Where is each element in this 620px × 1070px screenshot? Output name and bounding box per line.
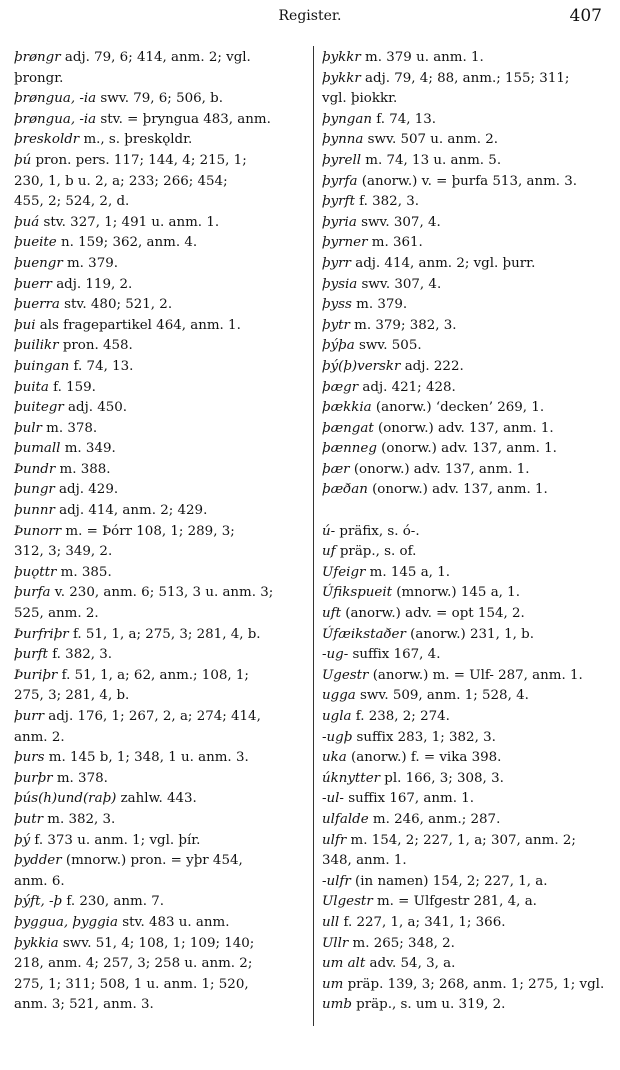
entry-headword: uft — [322, 606, 341, 622]
register-entry — [322, 295, 608, 316]
register-entry — [322, 666, 608, 687]
register-entry — [14, 583, 304, 624]
register-entry — [322, 810, 608, 831]
entry-references: (anorw.) ‘decken’ 269, 1. — [371, 400, 545, 416]
register-entry — [322, 934, 608, 955]
entry-references: adj. 429. — [54, 482, 119, 498]
register-entry — [14, 789, 304, 810]
register-entry — [322, 748, 608, 769]
register-entry — [14, 810, 304, 831]
register-entry — [322, 604, 608, 625]
entry-references: m. 379. — [62, 255, 119, 271]
entry-references: zahlw. 443. — [116, 791, 197, 807]
register-entry — [322, 686, 608, 707]
register-entry — [322, 419, 608, 440]
entry-headword: þús(h)und(raþ) — [14, 791, 117, 807]
entry-references: m. 361. — [367, 235, 423, 251]
entry-headword: þrøngr — [14, 50, 61, 65]
entry-references: (onorw.) adv. 137, anm. 1. — [376, 441, 557, 457]
entry-headword: þulr — [14, 420, 42, 436]
register-entry — [322, 213, 608, 234]
register-entry — [14, 110, 304, 131]
entry-references: m. 145 b, 1; 348, 1 u. anm. 3. — [44, 750, 249, 766]
register-entry — [14, 460, 304, 481]
entry-references: m. 265; 348, 2. — [348, 935, 455, 951]
entry-references: präp. 139, 3; 268, anm. 1; 275, 1; vgl. — [343, 976, 605, 992]
entry-references: (anorw.) 231, 1, b. — [405, 626, 534, 642]
entry-headword: Úfikspueit — [322, 585, 392, 601]
entry-references: präp., s. of. — [335, 544, 417, 560]
entry-headword: þængat — [322, 420, 374, 436]
entry-headword: ulfr — [322, 832, 347, 848]
entry-headword: þrøngua, -ia — [14, 111, 97, 127]
entry-headword: þurft — [14, 647, 48, 663]
entry-headword: þyss — [322, 297, 352, 313]
entry-headword: Þundr — [14, 461, 56, 477]
entry-headword: þuengr — [14, 255, 63, 271]
register-entry — [322, 872, 608, 893]
register-entry — [322, 460, 608, 481]
entry-headword: þyngan — [322, 111, 372, 127]
entry-references: f. 74, 13. — [371, 111, 437, 127]
entry-references: f. 227, 1, a; 341, 1; 366. — [339, 914, 506, 930]
entry-references: m. 385. — [56, 564, 112, 580]
entry-headword: Úfæikstaðer — [322, 626, 406, 642]
entry-references: pl. 166, 3; 308, 3. — [380, 770, 504, 786]
register-entry — [322, 275, 608, 296]
entry-headword: þyrfa — [322, 173, 358, 189]
entry-headword: þungr — [14, 482, 55, 498]
entry-headword: uf — [322, 544, 336, 560]
column-divider — [313, 46, 314, 1026]
running-title: Register. — [278, 8, 342, 24]
entry-references: f. 238, 2; 274. — [351, 709, 450, 724]
entry-headword: Þurfriþr — [14, 626, 69, 642]
entry-headword: um alt — [322, 956, 366, 972]
register-entry — [322, 522, 608, 543]
register-entry — [322, 583, 608, 604]
entry-headword: Ufeigr — [322, 564, 366, 580]
register-entry — [322, 645, 608, 666]
entry-references: m. = Þórr 108, 1; 289, 3; 312, 3; 349, 2. — [14, 523, 235, 560]
entry-headword: þykkia — [14, 935, 59, 951]
register-entry — [14, 213, 304, 234]
register-entry — [322, 995, 608, 1016]
register-entry — [322, 769, 608, 790]
register-entry — [14, 275, 304, 296]
entry-headword: þyrr — [322, 255, 351, 271]
entry-headword: -ug- — [322, 647, 349, 663]
entry-references: (anorw.) m. = Ulf- 287, anm. 1. — [368, 667, 583, 683]
page-header — [0, 6, 620, 30]
register-entry — [322, 728, 608, 749]
entry-references: swv. 307, 4. — [356, 214, 441, 230]
entry-references: m. 378. — [41, 420, 98, 436]
register-entry — [322, 48, 608, 69]
register-entry — [14, 501, 304, 522]
entry-headword: ulfalde — [322, 811, 369, 827]
register-entry — [322, 192, 608, 213]
entry-headword: þuita — [14, 379, 49, 395]
entry-references: (anorw.) v. = þurfa 513, anm. 3. — [357, 173, 578, 189]
entry-references: adj. 119, 2. — [51, 276, 133, 292]
entry-references: (onorw.) adv. 137, anm. 1. — [367, 482, 548, 498]
entry-references: n. 159; 362, anm. 4. — [56, 235, 198, 251]
entry-references: m. 388. — [55, 461, 111, 477]
right-column — [322, 48, 608, 1016]
entry-references: (onorw.) adv. 137, anm. 1. — [373, 420, 554, 436]
entry-headword: þuerr — [14, 276, 52, 292]
entry-headword: þyrner — [322, 235, 368, 251]
left-column — [14, 48, 304, 1016]
register-entry — [14, 89, 304, 110]
entry-references: adj. 79, 6; 414, anm. 2; vgl. þrongr. — [14, 50, 251, 86]
entry-references: (in namen) 154, 2; 227, 1, a. — [350, 873, 548, 889]
entry-references: pron. pers. 117; 144, 4; 215, 1; 230, 1, b u. 2, a; 233; 266; 454; 455, 2; 524, 2, d. — [14, 152, 247, 210]
entry-references: suffix 283, 1; 382, 3. — [352, 729, 496, 745]
entry-headword: þutr — [14, 811, 43, 827]
register-entry — [322, 357, 608, 378]
entry-headword: þurr — [14, 709, 44, 724]
entry-references: f. 382, 3. — [354, 194, 419, 210]
entry-references: suffix 167, 4. — [348, 647, 441, 663]
entry-references: adv. 54, 3, a. — [365, 956, 456, 972]
entry-headword: Ulgestr — [322, 894, 373, 910]
entry-headword: þynna — [322, 132, 364, 148]
entry-references: (anorw.) f. = vika 398. — [346, 750, 502, 766]
register-entry — [322, 913, 608, 934]
entry-headword: þyrft — [322, 194, 355, 210]
entry-headword: þurfa — [14, 585, 51, 601]
entry-references: m. = Ulfgestr 281, 4, a. — [372, 894, 537, 910]
entry-headword: þuá — [14, 214, 40, 230]
entry-headword: -ul- — [322, 791, 344, 807]
entry-references: v. 230, anm. 6; 513, 3 u. anm. 3; 525, anm. 2. — [14, 585, 274, 622]
register-entry — [322, 480, 608, 501]
entry-gap — [322, 501, 608, 522]
register-entry — [14, 831, 304, 852]
entry-headword: þui — [14, 317, 36, 333]
entry-headword: þytr — [322, 317, 350, 333]
register-entry — [14, 707, 304, 748]
entry-references: pron. 458. — [58, 338, 133, 354]
register-entry — [322, 336, 608, 357]
entry-references: suffix 167, anm. 1. — [343, 791, 474, 807]
register-entry — [14, 625, 304, 646]
register-entry — [14, 233, 304, 254]
entry-references: swv. 79, 6; 506, b. — [96, 91, 223, 107]
register-entry — [322, 975, 608, 996]
entry-references: f. 159. — [48, 379, 96, 395]
entry-headword: Ugestr — [322, 667, 369, 683]
entry-references: stv. 327, 1; 491 u. anm. 1. — [39, 214, 220, 230]
entry-headword: þykkr — [322, 50, 361, 65]
entry-references: m. 349. — [60, 441, 116, 457]
entry-headword: þú — [14, 152, 32, 168]
register-entry — [322, 625, 608, 646]
entry-references: m. 379. — [351, 297, 408, 313]
register-entry — [14, 934, 304, 1016]
entry-references: m. 378. — [52, 770, 108, 786]
entry-headword: þuǫttr — [14, 564, 57, 580]
register-entry — [322, 69, 608, 110]
entry-references: m. 154, 2; 227, 1, a; 307, anm. 2; 348, anm. 1. — [322, 832, 576, 869]
register-entry — [322, 233, 608, 254]
entry-headword: þurþr — [14, 770, 53, 786]
entry-references: adj. 414, anm. 2; 429. — [54, 503, 208, 519]
register-entry — [322, 954, 608, 975]
register-entry — [14, 398, 304, 419]
register-entry — [14, 254, 304, 275]
entry-headword: þreskoldr — [14, 132, 80, 148]
entry-headword: -ugþ — [322, 729, 353, 745]
entry-headword: ú- — [322, 523, 336, 539]
entry-headword: þuerra — [14, 297, 60, 313]
entry-headword: þysia — [322, 276, 358, 292]
entry-references: swv. 505. — [354, 338, 422, 354]
entry-headword: ugga — [322, 688, 356, 704]
entry-references: f. 74, 13. — [69, 358, 134, 374]
register-entry — [322, 831, 608, 872]
entry-references: swv. 507 u. anm. 2. — [363, 132, 498, 148]
entry-headword: þuingan — [14, 358, 70, 374]
register-entry — [322, 563, 608, 584]
entry-headword: þurs — [14, 750, 45, 766]
register-entry — [14, 439, 304, 460]
register-entry — [14, 851, 304, 892]
entry-references: adj. 79, 4; 88, anm.; 155; 311; vgl. þiokkr. — [322, 70, 570, 107]
entry-headword: þýft, -þ — [14, 894, 63, 910]
entry-references: m. 379 u. anm. 1. — [360, 50, 484, 65]
register-entry — [322, 316, 608, 337]
entry-references: f. 51, 1, a; 275, 3; 281, 4, b. — [68, 626, 261, 642]
entry-references: adj. 414, anm. 2; vgl. þurr. — [350, 255, 536, 271]
register-entry — [322, 172, 608, 193]
register-entry — [322, 789, 608, 810]
entry-references: adj. 421; 428. — [358, 379, 456, 395]
entry-references: präp., s. um u. 319, 2. — [351, 997, 506, 1013]
register-entry — [14, 913, 304, 934]
entry-headword: þydder — [14, 853, 62, 869]
entry-references: swv. 51, 4; 108, 1; 109; 140; 218, anm. 4; 257, 3; 258 u. anm. 2; 275, 1; 311; 508, 1 u. anm. 1; 520, anm. 3; 521, anm. 3. — [14, 935, 255, 1013]
entry-headword: þækkia — [322, 400, 372, 416]
register-entry — [322, 542, 608, 563]
register-entry — [322, 254, 608, 275]
register-entry — [14, 769, 304, 790]
entry-headword: um — [322, 976, 344, 992]
register-entry — [322, 439, 608, 460]
register-entry — [14, 378, 304, 399]
entry-references: m. 246, anm.; 287. — [368, 811, 501, 827]
entry-headword: þrøngua, -ia — [14, 91, 97, 107]
entry-headword: þæðan — [322, 482, 368, 498]
entry-references: f. 51, 1, a; 62, anm.; 108, 1; 275, 3; 281, 4, b. — [14, 667, 249, 704]
entry-references: m. 145 a, 1. — [365, 564, 450, 580]
entry-references: f. 382, 3. — [47, 647, 113, 663]
entry-references: stv. 483 u. anm. — [117, 914, 230, 930]
entry-references: adj. 222. — [400, 358, 464, 374]
register-entry — [14, 151, 304, 213]
register-entry — [322, 130, 608, 151]
register-entry — [14, 748, 304, 769]
entry-references: stv. 480; 521, 2. — [59, 297, 173, 313]
entry-headword: ugla — [322, 709, 352, 724]
register-entry — [14, 48, 304, 89]
register-entry — [14, 892, 304, 913]
entry-references: m. 382, 3. — [42, 811, 116, 827]
entry-references: m. 74, 13 u. anm. 5. — [361, 152, 502, 168]
entry-references: adj. 176, 1; 267, 2, a; 274; 414, anm. 2. — [14, 709, 261, 745]
entry-references: swv. 307, 4. — [357, 276, 442, 292]
entry-headword: ull — [322, 914, 340, 930]
register-entry — [14, 357, 304, 378]
page-number: 407 — [569, 6, 602, 26]
entry-references: f. 230, anm. 7. — [62, 894, 165, 910]
register-entry — [14, 666, 304, 707]
register-entry — [14, 419, 304, 440]
entry-references: m., s. þreskǫldr. — [79, 132, 193, 148]
entry-headword: umb — [322, 997, 352, 1013]
entry-references: (anorw.) adv. = opt 154, 2. — [340, 606, 525, 622]
register-entry — [322, 378, 608, 399]
register-entry — [14, 295, 304, 316]
entry-references: als fragepartikel 464, anm. 1. — [35, 317, 241, 333]
entry-headword: þunnr — [14, 503, 55, 519]
entry-references: adj. 450. — [63, 400, 128, 416]
register-entry — [322, 151, 608, 172]
register-entry — [322, 892, 608, 913]
entry-headword: þuitegr — [14, 400, 64, 416]
entry-headword: -ulfr — [322, 873, 351, 889]
entry-headword: Þuriþr — [14, 667, 58, 683]
entry-headword: þý(þ)verskr — [322, 358, 401, 374]
entry-references: (mnorw.) pron. = yþr 454, anm. 6. — [14, 853, 243, 889]
register-entry — [14, 645, 304, 666]
entry-references: (onorw.) adv. 137, anm. 1. — [349, 461, 530, 477]
entry-references: swv. 509, anm. 1; 528, 4. — [355, 688, 529, 704]
entry-headword: þumall — [14, 441, 61, 457]
register-entry — [322, 707, 608, 728]
entry-headword: þýþa — [322, 338, 355, 354]
entry-headword: Ullr — [322, 935, 349, 951]
register-entry — [14, 130, 304, 151]
register-entry — [322, 110, 608, 131]
entry-headword: þyria — [322, 214, 357, 230]
entry-headword: þænneg — [322, 441, 377, 457]
entry-headword: uka — [322, 750, 347, 766]
entry-references: f. 373 u. anm. 1; vgl. þír. — [30, 832, 201, 848]
register-entry — [14, 522, 304, 563]
entry-headword: þykkr — [322, 70, 361, 86]
entry-references: präfix, s. ó-. — [335, 523, 420, 539]
register-entry — [14, 336, 304, 357]
entry-references: stv. = þryngua 483, anm. — [96, 111, 271, 127]
entry-headword: þyrell — [322, 152, 362, 168]
entry-headword: þægr — [322, 379, 359, 395]
register-entry — [14, 480, 304, 501]
entry-headword: þær — [322, 461, 350, 477]
register-entry — [14, 316, 304, 337]
entry-headword: þyggua, þyggia — [14, 914, 118, 930]
entry-headword: þý — [14, 832, 31, 848]
entry-references: m. 379; 382, 3. — [349, 317, 457, 333]
entry-headword: þueite — [14, 235, 57, 251]
entry-headword: þuilikr — [14, 338, 59, 354]
register-entry — [322, 398, 608, 419]
register-entry — [14, 563, 304, 584]
entry-references: (mnorw.) 145 a, 1. — [392, 585, 520, 601]
entry-headword: Þunorr — [14, 523, 62, 539]
entry-headword: úknytter — [322, 770, 381, 786]
